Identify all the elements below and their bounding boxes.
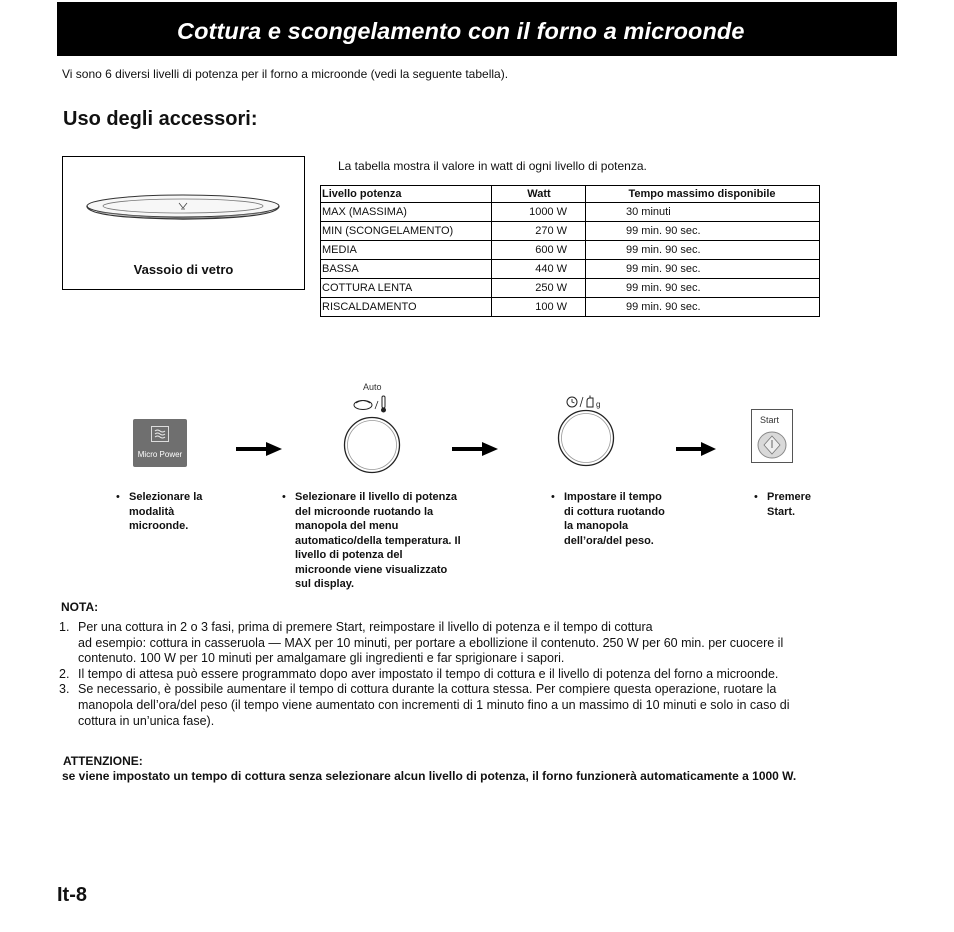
table-cell: 99 min. 90 sec. xyxy=(586,298,820,317)
step-line: sul display. xyxy=(295,578,355,590)
note-number: 3. xyxy=(59,682,70,697)
note-number: 2. xyxy=(59,666,70,681)
step-line: Selezionare il livello di potenza xyxy=(295,491,457,503)
power-level-table xyxy=(320,185,820,317)
table-caption: La tabella mostra il valore in watt di ogni livello di potenza. xyxy=(338,159,647,173)
arrow-right-icon xyxy=(236,442,282,456)
auto-label: Auto xyxy=(363,382,382,392)
auto-menu-temperature-icon xyxy=(352,395,392,413)
page-number: It-8 xyxy=(57,884,87,906)
header-cell: Tempo massimo disponibile xyxy=(586,186,820,203)
micro-power-label: Micro Power xyxy=(137,450,183,459)
microwave-waves-icon xyxy=(151,426,169,442)
bullet: • xyxy=(551,491,555,503)
note-line: Il tempo di attesa può essere programmato dopo aver impostato il tempo di cottura e il livello di potenza del forno a microonde. xyxy=(78,666,779,681)
table-cell: 100 W xyxy=(492,298,586,317)
step-line: livello di potenza del xyxy=(295,549,403,561)
table-row xyxy=(321,279,820,298)
step-line: di cottura ruotando xyxy=(564,505,665,518)
arrow-right-icon xyxy=(452,442,498,456)
table-row xyxy=(321,203,820,222)
note-line: ad esempio: cottura in casseruola — MAX per 10 minuti, per portare a ebollizione il contenuto. 250 W per 60 min. per cuocere il xyxy=(78,635,784,650)
note-line: contenuto. 100 W per 10 minuti per amalgamare gli ingredienti e far sprigionare i sapori. xyxy=(78,651,565,666)
note-item xyxy=(59,682,899,729)
bullet: • xyxy=(754,491,758,503)
note-item xyxy=(59,620,899,667)
accessory-box xyxy=(62,156,305,290)
intro-text: Vi sono 6 diversi livelli di potenza per il forno a microonde (vedi la seguente tabella). xyxy=(62,67,509,81)
time-weight-icon xyxy=(566,395,608,409)
notes-list xyxy=(59,620,899,729)
step-3-text xyxy=(551,490,665,548)
table-row xyxy=(321,260,820,279)
step-4-text xyxy=(754,490,812,519)
note-line: manopola dell’ora/del peso (il tempo viene aumentato con incrementi di 1 minuto fino a un massimo di 10 minuti e solo in caso di xyxy=(78,697,790,712)
step-line: la manopola xyxy=(564,520,629,532)
table-cell: 270 W xyxy=(492,222,586,241)
auto-temperature-dial xyxy=(343,416,401,474)
step-2-text xyxy=(282,490,461,592)
title-bar xyxy=(57,2,897,56)
step-line: manopola del menu xyxy=(295,520,399,532)
glass-tray-icon xyxy=(83,193,283,225)
table-cell: 30 minuti xyxy=(586,203,820,222)
table-cell: 99 min. 90 sec. xyxy=(586,222,820,241)
page-title: Cottura e scongelamento con il forno a microonde xyxy=(177,18,745,44)
arrow-right-icon xyxy=(676,442,716,456)
table-cell: MIN (SCONGELAMENTO) xyxy=(321,222,492,241)
step-line: dell’ora/del peso. xyxy=(564,534,654,547)
note-line: cottura in un’unica fase). xyxy=(78,713,215,728)
table-cell: 99 min. 90 sec. xyxy=(586,241,820,260)
section-heading: Uso degli accessori: xyxy=(63,108,258,130)
table-cell: 1000 W xyxy=(492,203,586,222)
table-cell: MAX (MASSIMA) xyxy=(321,203,492,222)
table-cell: 250 W xyxy=(492,279,586,298)
table-cell: 99 min. 90 sec. xyxy=(586,279,820,298)
table-cell: 600 W xyxy=(492,241,586,260)
step-line: automatico/della temperatura. Il xyxy=(295,534,461,547)
step-line: Premere xyxy=(767,491,812,503)
header-cell: Livello potenza xyxy=(321,186,492,203)
note-number: 1. xyxy=(59,620,70,634)
table-row xyxy=(321,241,820,260)
step-1-text xyxy=(116,490,203,534)
table-cell: 440 W xyxy=(492,260,586,279)
svg-text:g: g xyxy=(596,400,601,409)
table-cell: BASSA xyxy=(321,260,492,279)
table-row xyxy=(321,222,820,241)
start-diamond-icon xyxy=(757,431,787,459)
attention-text: se viene impostato un tempo di cottura senza selezionare alcun livello di potenza, il forno funzionerà automaticamente a 1000 W. xyxy=(62,769,797,783)
notes-label: NOTA: xyxy=(61,600,99,614)
attention-label: ATTENZIONE: xyxy=(63,754,143,768)
note-item xyxy=(59,667,899,683)
step-line: Start. xyxy=(767,505,796,518)
step-line: del microonde ruotando la xyxy=(295,505,434,518)
header-cell: Watt xyxy=(492,186,586,203)
note-line: Per una cottura in 2 o 3 fasi, prima di premere Start, reimpostare il livello di potenza e il tempo di cottura xyxy=(78,620,653,634)
table-cell: RISCALDAMENTO xyxy=(321,298,492,317)
table-cell: COTTURA LENTA xyxy=(321,279,492,298)
time-weight-dial xyxy=(557,409,615,467)
start-label: Start xyxy=(760,415,780,425)
step-line: Impostare il tempo xyxy=(564,491,662,503)
accessory-label: Vassoio di vetro xyxy=(133,262,234,277)
table-cell: 99 min. 90 sec. xyxy=(586,260,820,279)
table-cell: MEDIA xyxy=(321,241,492,260)
step-line: microonde viene visualizzato xyxy=(295,563,448,576)
step-line: Selezionare la xyxy=(129,491,203,503)
bullet: • xyxy=(282,491,286,503)
start-button xyxy=(751,409,793,463)
note-line: Se necessario, è possibile aumentare il tempo di cottura durante la cottura stessa. Per compiere questa operazione, ruotare la xyxy=(78,682,777,697)
table-row xyxy=(321,298,820,317)
step-line: modalità xyxy=(129,505,175,518)
table-header-row xyxy=(321,186,820,203)
micro-power-button xyxy=(133,419,187,467)
bullet: • xyxy=(116,491,120,503)
step-line: microonde. xyxy=(129,520,189,532)
